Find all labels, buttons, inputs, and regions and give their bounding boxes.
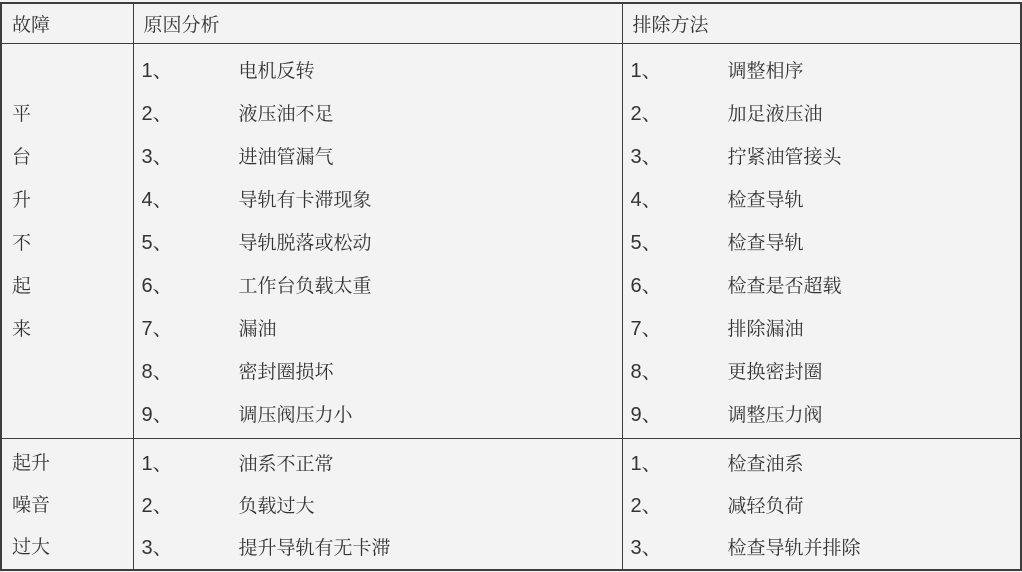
fault-cell-platform-wont-rise [1, 43, 133, 438]
fault-char: 升 [12, 189, 32, 211]
item-number: 2、 [630, 102, 662, 125]
item-text: 调整压力阀 [727, 404, 823, 426]
item-text: 检查油系 [727, 453, 804, 475]
fault-line: 起升 [12, 452, 51, 474]
fault-char: 起 [12, 275, 32, 297]
item-number: 4、 [630, 188, 662, 211]
item-text: 导轨有卡滞现象 [238, 189, 372, 211]
remedy-item [631, 394, 1021, 437]
item-text: 检查是否超载 [727, 275, 842, 297]
item-number: 3、 [141, 145, 173, 168]
cause-item [142, 93, 622, 136]
item-number: 7、 [630, 317, 662, 340]
cause-item [142, 179, 622, 222]
item-text: 导轨脱落或松动 [238, 232, 372, 254]
item-text: 排除漏油 [727, 318, 804, 340]
table-row-lifting-noise [1, 438, 1021, 570]
fault-char: 不 [12, 232, 32, 254]
remedy-item [631, 443, 1021, 485]
item-text: 电机反转 [238, 60, 315, 82]
item-text: 调压阀压力小 [238, 404, 353, 426]
item-text: 液压油不足 [238, 103, 334, 125]
item-text: 密封圈损坏 [238, 361, 334, 383]
item-text: 更换密封圈 [727, 361, 823, 383]
item-number: 3、 [141, 536, 173, 559]
item-text: 进油管漏气 [238, 146, 334, 168]
cause-item [142, 394, 622, 437]
item-number: 2、 [630, 494, 662, 517]
cause-item [142, 485, 622, 527]
cause-item [142, 136, 622, 179]
item-number: 8、 [141, 360, 173, 383]
fault-char: 平 [12, 103, 32, 125]
cause-item [142, 308, 622, 351]
item-number: 1、 [141, 59, 173, 82]
cause-list-cell [133, 43, 622, 438]
remedy-item [631, 265, 1021, 308]
item-number: 6、 [630, 274, 662, 297]
item-number: 6、 [141, 274, 173, 297]
fault-char: 来 [12, 318, 32, 340]
fault-line: 噪音 [12, 494, 51, 516]
item-number: 4、 [141, 188, 173, 211]
item-text: 拧紧油管接头 [727, 146, 842, 168]
table-row-platform-wont-rise [1, 43, 1021, 438]
remedy-item [631, 308, 1021, 351]
item-text: 漏油 [238, 318, 277, 340]
cause-item [142, 50, 622, 93]
item-number: 5、 [630, 231, 662, 254]
item-text: 油系不正常 [238, 453, 334, 475]
cause-list-cell [133, 438, 622, 570]
cause-item [142, 222, 622, 265]
header-cell-fault: 故障 [1, 3, 133, 43]
item-text: 检查导轨 [727, 232, 804, 254]
remedy-list-cell [622, 43, 1021, 438]
remedy-item [631, 136, 1021, 179]
remedy-item [631, 527, 1021, 569]
remedy-item [631, 179, 1021, 222]
item-number: 9、 [630, 403, 662, 426]
item-number: 5、 [141, 231, 173, 254]
item-number: 2、 [141, 494, 173, 517]
item-number: 3、 [630, 536, 662, 559]
remedy-item [631, 351, 1021, 394]
item-number: 3、 [630, 145, 662, 168]
item-number: 1、 [141, 452, 173, 475]
item-text: 负载过大 [238, 495, 315, 517]
header-cell-cause-analysis: 原因分析 [133, 3, 622, 43]
item-number: 7、 [141, 317, 173, 340]
item-number: 9、 [141, 403, 173, 426]
remedy-item [631, 222, 1021, 265]
item-text: 减轻负荷 [727, 495, 804, 517]
item-text: 检查导轨并排除 [727, 537, 861, 559]
item-number: 8、 [630, 360, 662, 383]
item-text: 检查导轨 [727, 189, 804, 211]
remedy-item [631, 93, 1021, 136]
remedy-item [631, 50, 1021, 93]
item-text: 提升导轨有无卡滞 [238, 537, 391, 559]
cause-item [142, 443, 622, 485]
table-header-row [1, 3, 1021, 43]
remedy-list-cell [622, 438, 1021, 570]
fault-char: 台 [12, 146, 32, 168]
cause-item [142, 527, 622, 569]
item-number: 1、 [630, 59, 662, 82]
item-text: 调整相序 [727, 60, 804, 82]
item-number: 1、 [630, 452, 662, 475]
header-cell-remedy: 排除方法 [622, 3, 1021, 43]
remedy-item [631, 485, 1021, 527]
item-text: 工作台负载太重 [238, 275, 372, 297]
fault-wrapped-text [12, 443, 133, 569]
fault-cell-lifting-noise [1, 438, 133, 570]
fault-vertical-text [12, 50, 133, 351]
item-text: 加足液压油 [727, 103, 823, 125]
cause-item [142, 351, 622, 394]
item-number: 2、 [141, 102, 173, 125]
troubleshooting-table [0, 2, 1022, 571]
fault-line: 过大 [12, 536, 51, 558]
cause-item [142, 265, 622, 308]
